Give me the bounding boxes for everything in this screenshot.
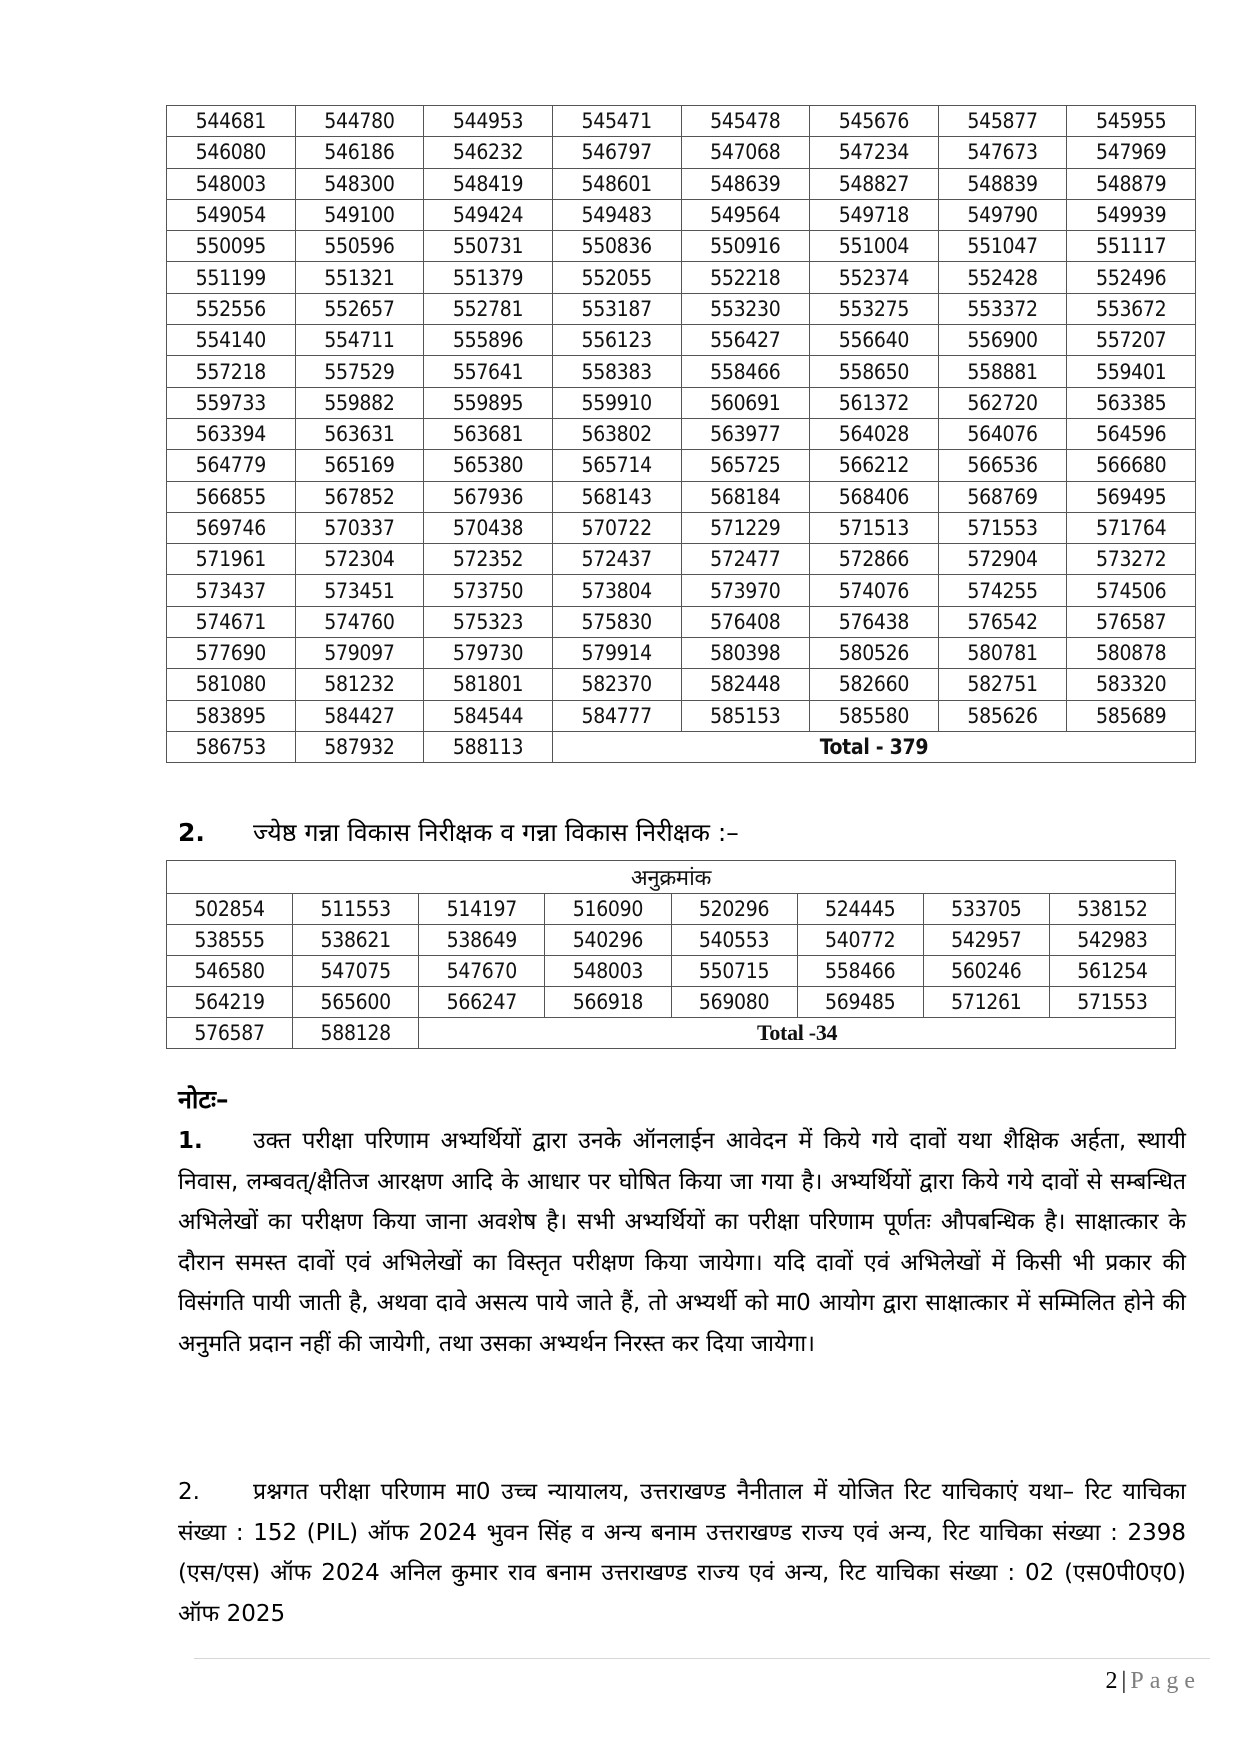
roll-number-cell: 558383 bbox=[552, 356, 681, 387]
roll-number-cell: 565714 bbox=[552, 450, 681, 481]
roll-number-cell: 564779 bbox=[167, 450, 296, 481]
roll-number-cell: 558466 bbox=[797, 956, 923, 987]
page-separator: | bbox=[1121, 1668, 1127, 1694]
roll-number-cell: 565169 bbox=[295, 450, 424, 481]
roll-number-cell: 548839 bbox=[938, 168, 1067, 199]
roll-number-cell: 570337 bbox=[295, 512, 424, 543]
roll-number-cell: 549790 bbox=[938, 199, 1067, 230]
table-header-row bbox=[167, 861, 1176, 894]
page-number-footer bbox=[1106, 1668, 1201, 1695]
roll-number-cell: 585689 bbox=[1067, 700, 1196, 731]
roll-number-cell: 546080 bbox=[167, 137, 296, 168]
table-row bbox=[167, 925, 1176, 956]
roll-number-cell: 540553 bbox=[671, 925, 797, 956]
note-item-2-number: 2. bbox=[178, 1479, 200, 1505]
roll-number-cell: 571961 bbox=[167, 544, 296, 575]
roll-number-cell: 583320 bbox=[1067, 669, 1196, 700]
roll-number-cell: 520296 bbox=[671, 894, 797, 925]
roll-number-cell: 572866 bbox=[810, 544, 939, 575]
roll-number-cell: 565600 bbox=[293, 987, 419, 1018]
roll-number-cell: 572477 bbox=[681, 544, 810, 575]
table-row bbox=[167, 418, 1196, 449]
roll-number-cell: 574760 bbox=[295, 606, 424, 637]
table-row bbox=[167, 356, 1196, 387]
note-item-2-text: प्रश्नगत परीक्षा परिणाम मा0 उच्च न्यायालय, उत्तराखण्ड नैनीताल में योजित रिट याचिकाएं यथा– रिट याचिका संख्या : 152 (PIL) ऑफ 2024 भुवन सिंह व अन्य बनाम उत्तराखण्ड राज्य एवं अन्य, रिट याचिका संख्या : 2398 (एस/एस) ऑफ 2024 अनिल कुमार राव बनाम उत्तराखण्ड राज्य एवं अन्य, रिट याचिका संख्या : 02 (एस0पी0ए0) ऑफ 2025 bbox=[178, 1479, 1186, 1627]
roll-number-cell: 573750 bbox=[424, 575, 553, 606]
roll-number-cell: 552556 bbox=[167, 293, 296, 324]
roll-number-cell: 581801 bbox=[424, 669, 553, 700]
roll-number-cell: 552428 bbox=[938, 262, 1067, 293]
roll-number-cell: 558650 bbox=[810, 356, 939, 387]
roll-number-cell: 553230 bbox=[681, 293, 810, 324]
roll-number-cell: 550836 bbox=[552, 231, 681, 262]
roll-number-cell: 580398 bbox=[681, 638, 810, 669]
roll-number-cell: 581080 bbox=[167, 669, 296, 700]
roll-number-cell: 568143 bbox=[552, 481, 681, 512]
roll-number-cell: 557218 bbox=[167, 356, 296, 387]
roll-number-cell: 584777 bbox=[552, 700, 681, 731]
roll-number-cell: 576587 bbox=[1067, 606, 1196, 637]
roll-number-cell: 552374 bbox=[810, 262, 939, 293]
roll-number-cell: 575323 bbox=[424, 606, 553, 637]
roll-number-cell: 566247 bbox=[419, 987, 545, 1018]
section-2-heading bbox=[178, 815, 739, 849]
roll-number-cell: 587932 bbox=[295, 731, 424, 762]
roll-number-cell: 566536 bbox=[938, 450, 1067, 481]
roll-number-cell: 560246 bbox=[923, 956, 1049, 987]
table-row bbox=[167, 262, 1196, 293]
table-row bbox=[167, 137, 1196, 168]
roll-number-cell: 588128 bbox=[293, 1018, 419, 1049]
roll-number-cell: 555896 bbox=[424, 325, 553, 356]
table-row bbox=[167, 606, 1196, 637]
roll-number-cell: 551004 bbox=[810, 231, 939, 262]
roll-number-cell: 572304 bbox=[295, 544, 424, 575]
roll-number-cell: 559910 bbox=[552, 387, 681, 418]
roll-number-cell: 548003 bbox=[545, 956, 671, 987]
table-row bbox=[167, 481, 1196, 512]
roll-number-cell: 566855 bbox=[167, 481, 296, 512]
roll-number-cell: 571261 bbox=[923, 987, 1049, 1018]
roll-number-cell: 547075 bbox=[293, 956, 419, 987]
roll-number-cell: 524445 bbox=[797, 894, 923, 925]
roll-number-cell: 585580 bbox=[810, 700, 939, 731]
table-row bbox=[167, 231, 1196, 262]
roll-number-cell: 556427 bbox=[681, 325, 810, 356]
roll-number-cell: 549100 bbox=[295, 199, 424, 230]
roll-number-cell: 552496 bbox=[1067, 262, 1196, 293]
table-row bbox=[167, 512, 1196, 543]
roll-number-cell: 573437 bbox=[167, 575, 296, 606]
roll-number-cell: 574671 bbox=[167, 606, 296, 637]
roll-number-cell: 552218 bbox=[681, 262, 810, 293]
roll-number-cell: 571229 bbox=[681, 512, 810, 543]
roll-number-cell: 549054 bbox=[167, 199, 296, 230]
roll-number-cell: 570722 bbox=[552, 512, 681, 543]
roll-number-cell: 548827 bbox=[810, 168, 939, 199]
roll-number-cell: 552657 bbox=[295, 293, 424, 324]
table-row bbox=[167, 450, 1196, 481]
roll-number-cell: 544681 bbox=[167, 106, 296, 137]
roll-number-cell: 545877 bbox=[938, 106, 1067, 137]
table-row bbox=[167, 894, 1176, 925]
roll-number-cell: 548639 bbox=[681, 168, 810, 199]
roll-number-cell: 564028 bbox=[810, 418, 939, 449]
roll-number-cell: 550095 bbox=[167, 231, 296, 262]
roll-number-cell: 559895 bbox=[424, 387, 553, 418]
roll-number-cell: 571764 bbox=[1067, 512, 1196, 543]
roll-number-cell: 542983 bbox=[1049, 925, 1175, 956]
table-row bbox=[167, 638, 1196, 669]
roll-number-cell: 557641 bbox=[424, 356, 553, 387]
table-row bbox=[167, 325, 1196, 356]
roll-number-cell: 549424 bbox=[424, 199, 553, 230]
roll-number-cell: 551117 bbox=[1067, 231, 1196, 262]
roll-number-cell: 559882 bbox=[295, 387, 424, 418]
roll-number-cell: 540772 bbox=[797, 925, 923, 956]
roll-number-cell: 574255 bbox=[938, 575, 1067, 606]
roll-number-cell: 565380 bbox=[424, 450, 553, 481]
roll-number-cell: 563802 bbox=[552, 418, 681, 449]
footer-divider bbox=[194, 1658, 1210, 1659]
roll-number-cell: 571553 bbox=[1049, 987, 1175, 1018]
roll-number-cell: 553372 bbox=[938, 293, 1067, 324]
roll-number-cell: 551321 bbox=[295, 262, 424, 293]
roll-number-cell: 572352 bbox=[424, 544, 553, 575]
roll-number-cell: 580781 bbox=[938, 638, 1067, 669]
roll-number-cell: 548003 bbox=[167, 168, 296, 199]
roll-number-cell: 538621 bbox=[293, 925, 419, 956]
roll-number-cell: 538152 bbox=[1049, 894, 1175, 925]
roll-number-cell: 511553 bbox=[293, 894, 419, 925]
roll-number-cell: 554140 bbox=[167, 325, 296, 356]
table-row bbox=[167, 700, 1196, 731]
roll-number-cell: 582660 bbox=[810, 669, 939, 700]
roll-number-cell: 572437 bbox=[552, 544, 681, 575]
roll-number-cell: 584427 bbox=[295, 700, 424, 731]
roll-number-cell: 566680 bbox=[1067, 450, 1196, 481]
roll-number-cell: 549483 bbox=[552, 199, 681, 230]
roll-number-cell: 549564 bbox=[681, 199, 810, 230]
roll-number-cell: 546186 bbox=[295, 137, 424, 168]
roll-number-cell: 556640 bbox=[810, 325, 939, 356]
roll-number-cell: 582370 bbox=[552, 669, 681, 700]
roll-number-cell: 538649 bbox=[419, 925, 545, 956]
total-count-section-1: Total - 379 bbox=[552, 731, 1195, 762]
roll-number-cell: 547670 bbox=[419, 956, 545, 987]
roll-number-cell: 545955 bbox=[1067, 106, 1196, 137]
roll-number-cell: 586753 bbox=[167, 731, 296, 762]
table-row bbox=[167, 669, 1196, 700]
roll-number-cell: 569495 bbox=[1067, 481, 1196, 512]
roll-number-cell: 558466 bbox=[681, 356, 810, 387]
roll-number-cell: 569080 bbox=[671, 987, 797, 1018]
roll-number-cell: 579914 bbox=[552, 638, 681, 669]
roll-number-cell: 548300 bbox=[295, 168, 424, 199]
roll-number-cell: 565725 bbox=[681, 450, 810, 481]
roll-number-cell: 547234 bbox=[810, 137, 939, 168]
roll-number-cell: 545471 bbox=[552, 106, 681, 137]
roll-number-cell: 570438 bbox=[424, 512, 553, 543]
roll-number-cell: 538555 bbox=[167, 925, 293, 956]
roll-number-cell: 568406 bbox=[810, 481, 939, 512]
table-row bbox=[167, 544, 1196, 575]
roll-number-cell: 573804 bbox=[552, 575, 681, 606]
roll-number-cell: 514197 bbox=[419, 894, 545, 925]
roll-number-cell: 576587 bbox=[167, 1018, 293, 1049]
roll-number-cell: 556123 bbox=[552, 325, 681, 356]
roll-number-cell: 550715 bbox=[671, 956, 797, 987]
roll-number-cell: 560691 bbox=[681, 387, 810, 418]
roll-number-cell: 588113 bbox=[424, 731, 553, 762]
table-row bbox=[167, 956, 1176, 987]
roll-number-cell: 552781 bbox=[424, 293, 553, 324]
roll-number-cell: 580878 bbox=[1067, 638, 1196, 669]
roll-number-cell: 573451 bbox=[295, 575, 424, 606]
roll-number-cell: 540296 bbox=[545, 925, 671, 956]
roll-number-cell: 562720 bbox=[938, 387, 1067, 418]
roll-number-cell: 549939 bbox=[1067, 199, 1196, 230]
roll-number-cell: 576542 bbox=[938, 606, 1067, 637]
table-row bbox=[167, 387, 1196, 418]
page-label: Page bbox=[1130, 1668, 1201, 1694]
roll-number-cell: 563385 bbox=[1067, 387, 1196, 418]
roll-number-cell: 561372 bbox=[810, 387, 939, 418]
roll-number-cell: 551199 bbox=[167, 262, 296, 293]
roll-number-cell: 544780 bbox=[295, 106, 424, 137]
roll-number-cell: 545478 bbox=[681, 106, 810, 137]
roll-number-cell: 502854 bbox=[167, 894, 293, 925]
roll-number-table-section-1 bbox=[166, 105, 1196, 763]
table-row bbox=[167, 987, 1176, 1018]
table-row bbox=[167, 1018, 1176, 1049]
roll-number-cell: 568184 bbox=[681, 481, 810, 512]
roll-number-cell: 585153 bbox=[681, 700, 810, 731]
roll-number-cell: 516090 bbox=[545, 894, 671, 925]
section-2-title: ज्येष्ठ गन्ना विकास निरीक्षक व गन्ना विकास निरीक्षक :– bbox=[253, 818, 739, 847]
roll-number-cell: 572904 bbox=[938, 544, 1067, 575]
roll-number-cell: 557207 bbox=[1067, 325, 1196, 356]
roll-number-cell: 556900 bbox=[938, 325, 1067, 356]
roll-number-cell: 576438 bbox=[810, 606, 939, 637]
roll-number-cell: 564219 bbox=[167, 987, 293, 1018]
note-item-1-number: 1. bbox=[178, 1128, 203, 1154]
roll-number-cell: 563977 bbox=[681, 418, 810, 449]
roll-number-cell: 548419 bbox=[424, 168, 553, 199]
roll-number-cell: 583895 bbox=[167, 700, 296, 731]
table-row bbox=[167, 731, 1196, 762]
roll-number-cell: 573970 bbox=[681, 575, 810, 606]
roll-number-cell: 567936 bbox=[424, 481, 553, 512]
roll-number-cell: 584544 bbox=[424, 700, 553, 731]
roll-number-cell: 544953 bbox=[424, 106, 553, 137]
roll-number-cell: 579097 bbox=[295, 638, 424, 669]
roll-number-cell: 553187 bbox=[552, 293, 681, 324]
roll-number-cell: 546232 bbox=[424, 137, 553, 168]
roll-number-cell: 533705 bbox=[923, 894, 1049, 925]
roll-number-cell: 580526 bbox=[810, 638, 939, 669]
roll-number-cell: 547673 bbox=[938, 137, 1067, 168]
roll-number-cell: 561254 bbox=[1049, 956, 1175, 987]
roll-number-cell: 548601 bbox=[552, 168, 681, 199]
roll-number-cell: 569485 bbox=[797, 987, 923, 1018]
table-row bbox=[167, 168, 1196, 199]
roll-number-cell: 563681 bbox=[424, 418, 553, 449]
roll-number-cell: 579730 bbox=[424, 638, 553, 669]
roll-number-cell: 551047 bbox=[938, 231, 1067, 262]
roll-number-cell: 545676 bbox=[810, 106, 939, 137]
roll-number-cell: 567852 bbox=[295, 481, 424, 512]
roll-number-table-section-2 bbox=[166, 860, 1176, 1049]
note-item-1-text: उक्त परीक्षा परिणाम अभ्यर्थियों द्वारा उनके ऑनलाईन आवेदन में किये गये दावों यथा शैक्षिक अर्हता, स्थायी निवास, लम्बवत्/क्षैतिज आरक्षण आदि के आधार पर घोषित किया जा गया है। अभ्यर्थियों द्वारा किये गये दावों से सम्बन्धित अभिलेखों का परीक्षण किया जाना अवशेष है। सभी अभ्यर्थियों का परीक्षा परिणाम पूर्णतः औपबन्धिक है। साक्षात्कार के दौरान समस्त दावों एवं अभिलेखों का विस्तृत परीक्षण किया जायेगा। यदि दावों एवं अभिलेखों में किसी भी प्रकार की विसंगति पायी जाती है, अथवा दावे असत्य पाये जाते हैं, तो अभ्यर्थी को मा0 आयोग द्वारा साक्षात्कार में सम्मिलित होने की अनुमति प्रदान नहीं की जायेगी, तथा उसका अभ्यर्थन निरस्त कर दिया जायेगा। bbox=[178, 1128, 1186, 1357]
roll-number-cell: 564596 bbox=[1067, 418, 1196, 449]
roll-number-cell: 547969 bbox=[1067, 137, 1196, 168]
roll-number-cell: 552055 bbox=[552, 262, 681, 293]
roll-number-cell: 569746 bbox=[167, 512, 296, 543]
roll-number-cell: 557529 bbox=[295, 356, 424, 387]
roll-number-cell: 571513 bbox=[810, 512, 939, 543]
roll-number-cell: 550731 bbox=[424, 231, 553, 262]
roll-number-cell: 582448 bbox=[681, 669, 810, 700]
roll-number-cell: 550596 bbox=[295, 231, 424, 262]
roll-number-cell: 550916 bbox=[681, 231, 810, 262]
roll-number-cell: 558881 bbox=[938, 356, 1067, 387]
section-2-number: 2. bbox=[178, 818, 205, 847]
roll-number-cell: 549718 bbox=[810, 199, 939, 230]
table-row bbox=[167, 199, 1196, 230]
roll-number-cell: 553275 bbox=[810, 293, 939, 324]
roll-number-cell: 575830 bbox=[552, 606, 681, 637]
roll-number-cell: 574506 bbox=[1067, 575, 1196, 606]
roll-number-cell: 566212 bbox=[810, 450, 939, 481]
roll-number-cell: 573272 bbox=[1067, 544, 1196, 575]
roll-number-cell: 574076 bbox=[810, 575, 939, 606]
roll-number-cell: 581232 bbox=[295, 669, 424, 700]
roll-number-cell: 577690 bbox=[167, 638, 296, 669]
table-row bbox=[167, 106, 1196, 137]
roll-number-cell: 542957 bbox=[923, 925, 1049, 956]
roll-number-cell: 564076 bbox=[938, 418, 1067, 449]
table-row bbox=[167, 293, 1196, 324]
roll-number-cell: 559733 bbox=[167, 387, 296, 418]
table-row bbox=[167, 575, 1196, 606]
roll-number-cell: 553672 bbox=[1067, 293, 1196, 324]
note-label: नोटः– bbox=[178, 1085, 229, 1114]
roll-number-cell: 554711 bbox=[295, 325, 424, 356]
roll-number-cell: 571553 bbox=[938, 512, 1067, 543]
roll-number-cell: 551379 bbox=[424, 262, 553, 293]
total-count-section-2: Total -34 bbox=[419, 1018, 1176, 1049]
roll-number-cell: 576408 bbox=[681, 606, 810, 637]
roll-number-cell: 546797 bbox=[552, 137, 681, 168]
roll-number-cell: 559401 bbox=[1067, 356, 1196, 387]
roll-number-cell: 547068 bbox=[681, 137, 810, 168]
page-number: 2 bbox=[1105, 1668, 1118, 1694]
roll-number-header: अनुक्रमांक bbox=[167, 861, 1176, 894]
roll-number-cell: 568769 bbox=[938, 481, 1067, 512]
roll-number-cell: 582751 bbox=[938, 669, 1067, 700]
note-item-1 bbox=[178, 1121, 1186, 1364]
note-item-2 bbox=[178, 1472, 1186, 1634]
roll-number-cell: 546580 bbox=[167, 956, 293, 987]
roll-number-cell: 566918 bbox=[545, 987, 671, 1018]
roll-number-cell: 548879 bbox=[1067, 168, 1196, 199]
roll-number-cell: 585626 bbox=[938, 700, 1067, 731]
roll-number-cell: 563631 bbox=[295, 418, 424, 449]
roll-number-cell: 563394 bbox=[167, 418, 296, 449]
